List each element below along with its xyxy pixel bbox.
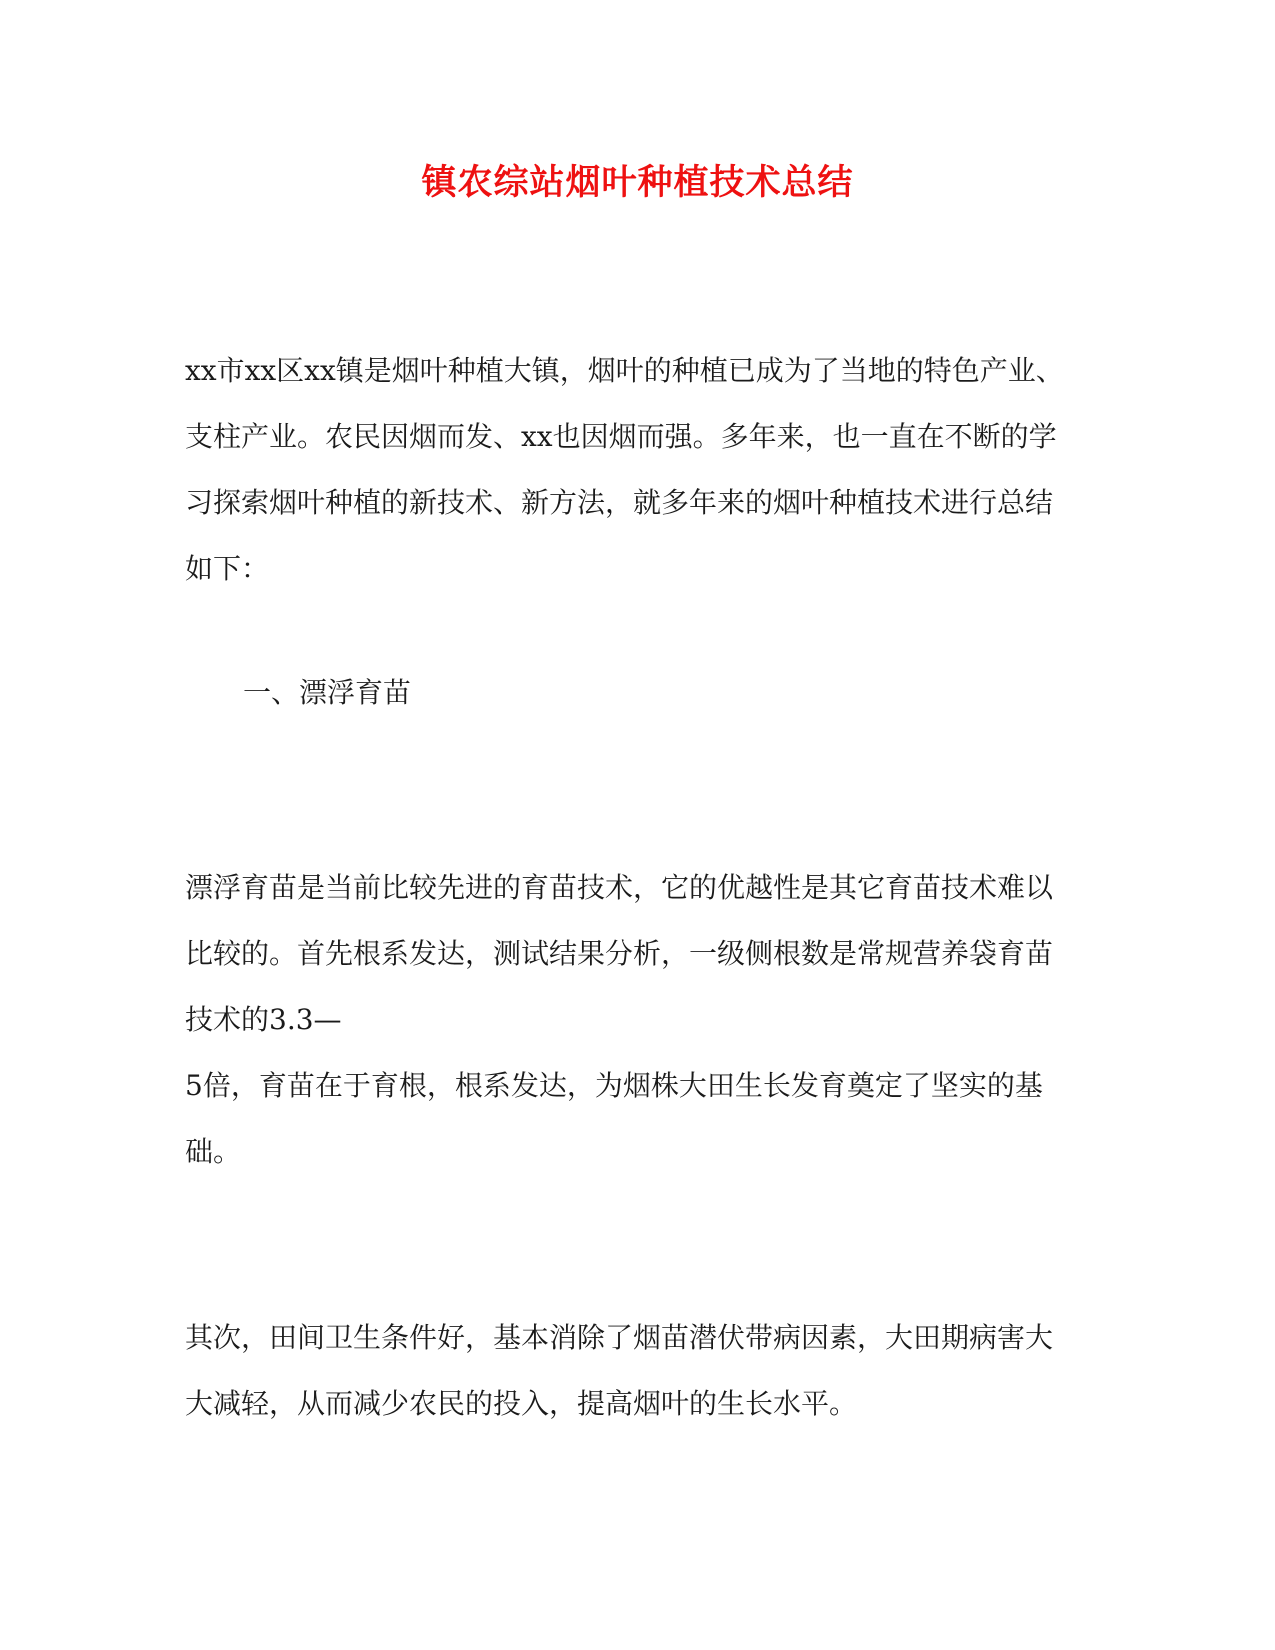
paragraph-line: 其次，田间卫生条件好，基本消除了烟苗潜伏带病因素，大田期病害大: [185, 1321, 1054, 1354]
paragraph-line: 如下：: [185, 552, 270, 585]
intro-paragraph: [185, 338, 1090, 602]
paragraph-line: xx市xx区xx镇是烟叶种植大镇，烟叶的种植已成为了当地的特色产业、: [185, 354, 1064, 387]
paragraph-line: 比较的。首先根系发达，测试结果分析，一级侧根数是常规营养袋育苗: [185, 937, 1054, 970]
paragraph-line: 漂浮育苗是当前比较先进的育苗技术，它的优越性是其它育苗技术难以: [185, 871, 1054, 904]
paragraph-line: 础。: [185, 1135, 242, 1168]
paragraph-line: 5倍，育苗在于育根，根系发达，为烟株大田生长发育奠定了坚实的基: [185, 1069, 1043, 1102]
section-heading: [243, 660, 1148, 726]
paragraph-line: 技术的3.3—: [185, 1003, 342, 1036]
document-title: 镇农综站烟叶种植技术总结: [421, 162, 854, 203]
section-heading-text: 一、漂浮育苗: [243, 676, 412, 709]
floating-seedling-paragraph: [185, 855, 1090, 1185]
paragraph-line: 大减轻，从而减少农民的投入，提高烟叶的生长水平。: [185, 1387, 858, 1420]
paragraph-line: 支柱产业。农民因烟而发、xx也因烟而强。多年来，也一直在不断的学: [185, 420, 1057, 453]
field-hygiene-paragraph: [185, 1305, 1090, 1437]
paragraph-line: 习探索烟叶种植的新技术、新方法，就多年来的烟叶种植技术进行总结: [185, 486, 1054, 519]
